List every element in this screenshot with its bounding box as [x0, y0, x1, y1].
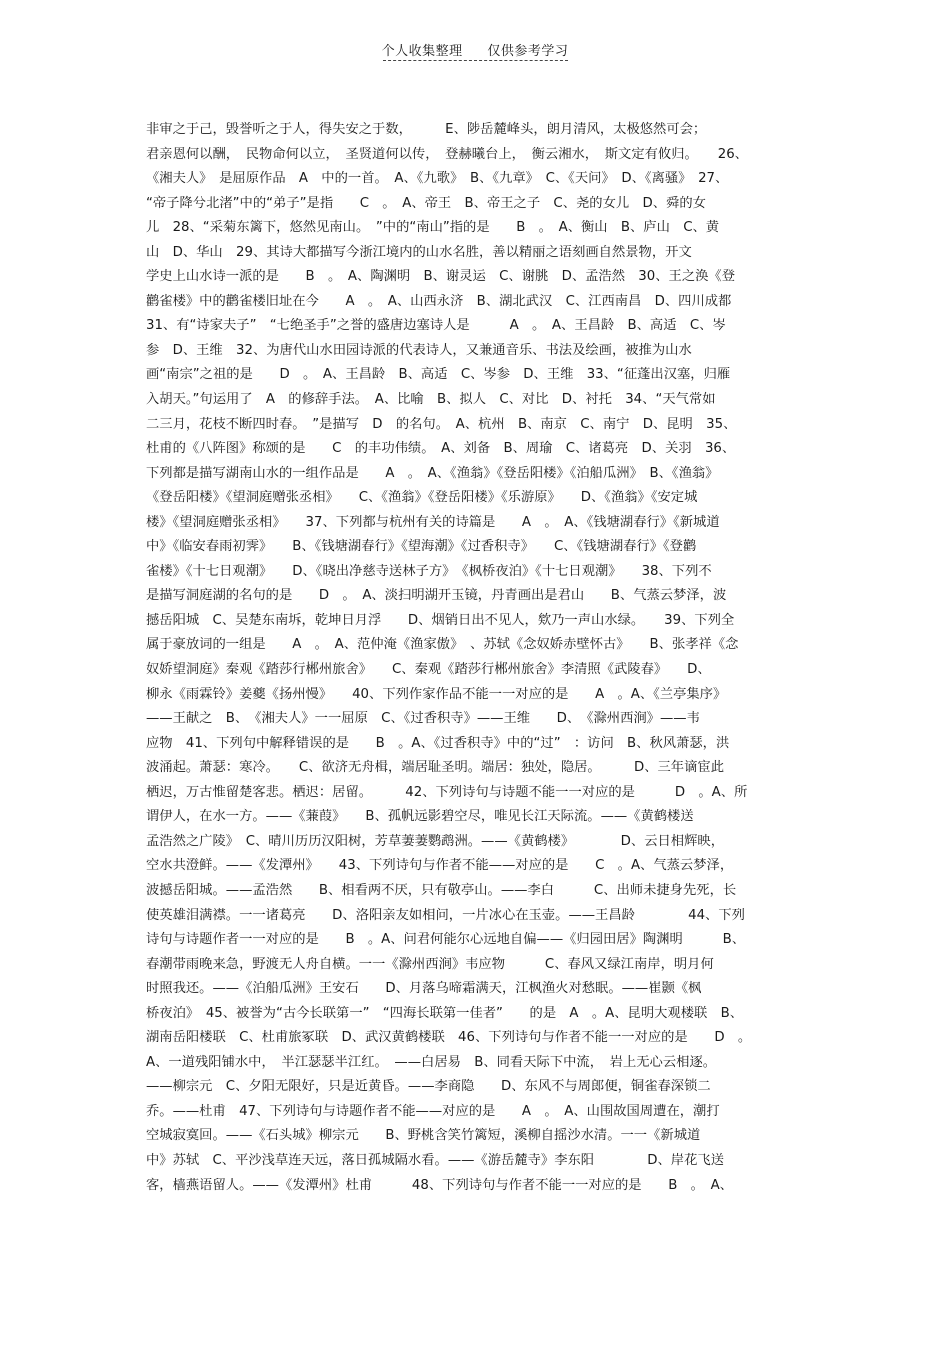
text-line: 使英雄泪满襟。一一诸葛亮 D、洛阳亲友如相问，一片冰心在玉壶。——王昌龄 44、下列 — [146, 907, 745, 923]
text-line: 栖迟，万古惟留楚客悲。栖迟：居留。 42、下列诗句与诗题不能一一对应的是 D 。A、所 — [146, 784, 748, 800]
text-line: 中》《临安春雨初霁》 B、《钱塘湖春行》《望海潮》《过香积寺》 C、《钱塘湖春行》《登鹳 — [146, 539, 697, 555]
text-line: 奴娇望洞庭》秦观《踏莎行郴州旅舍》 C、秦观《踏莎行郴州旅舍》李清照《武陵春》 D、 — [146, 662, 711, 678]
text-line: 乔。——杜甫 47、下列诗句与诗题作者不能——对应的是 A 。 A、山围故国周遭在，潮打 — [146, 1103, 720, 1119]
text-line: ——柳宗元 C、夕阳无限好，只是近黄昏。——李商隐 D、东风不与周郎便，铜雀春深锁二 — [146, 1079, 711, 1095]
text-line: 《湘夫人》 是屈原作品 A 中的一首。 A、《九歌》 B、《九章》 C、《天问》 D、《离骚》 27、 — [146, 171, 729, 187]
text-line: 波撼岳阳城。——孟浩然 B、相看两不厌，只有敬亭山。——李白 C、出师未捷身先死，长 — [146, 882, 737, 898]
text-line: 君亲恩何以酬， 民物命何以立， 圣贤道何以传， 登赫曦台上， 衡云湘水， 斯文定有攸归。 26、 — [146, 146, 748, 162]
text-line: 入胡天。”句运用了 A 的修辞手法。 A、比喻 B、拟人 C、对比 D、衬托 34、“天气常如 — [146, 392, 716, 408]
text-line: 《登岳阳楼》《望洞庭赠张丞相》 C、《渔翁》《登岳阳楼》《乐游原》 D、《渔翁》《安定城 — [146, 490, 698, 506]
text-line: “帝子降兮北渚”中的“弟子”是指 C 。 A、帝王 B、帝王之子 C、尧的女儿 D、舜的女 — [146, 195, 706, 211]
text-line: 儿 28、“采菊东篱下，悠然见南山。 ”中的“南山”指的是 B 。 A、衡山 B、庐山 C、黄 — [146, 220, 720, 236]
header-left-text: 个人收集整理 — [381, 44, 463, 59]
text-line: 桥夜泊》 45、被誉为“古今长联第一” “四海长联第一佳者” 的是 A 。A、昆明大观楼联 B、 — [146, 1005, 744, 1021]
text-line: ——王献之 B、 《湘夫人》一一屈原 C、《过香积寺》——王维 D、 《滁州西涧》——韦 — [146, 711, 700, 727]
text-line: 客，樯燕语留人。——《发潭州》杜甫 48、下列诗句与作者不能一一对应的是 B 。 A、 — [146, 1177, 733, 1193]
text-line: 孟浩然之广陵》 C、晴川历历汉阳树，芳草萋萋鹦鹉洲。——《黄鹤楼》 D、云日相辉映， — [146, 833, 724, 849]
text-line: 下列都是描写湖南山水的一组作品是 A 。 A、《渔翁》《登岳阳楼》《泊船瓜洲》 B、《渔翁》 — [146, 465, 719, 481]
text-line: 楼》《望洞庭赠张丞相》 37、下列都与杭州有关的诗篇是 A 。 A、《钱塘湖春行》《新城道 — [146, 514, 720, 530]
text-line: 杜甫的《八阵图》称颂的是 C 的丰功伟绩。 A、刘备 B、周瑜 C、诸葛亮 D、关羽 36、 — [146, 441, 736, 457]
text-line: 应物 41、下列句中解释错误的是 B 。A、《过香积寺》中的“过” ：访问 B、秋风萧瑟，洪 — [146, 735, 730, 751]
text-line: 参 D、王维 32、为唐代山水田园诗派的代表诗人，又兼通音乐、书法及绘画，被推为山水 — [146, 342, 692, 358]
text-line: 山 D、华山 29、其诗大都描写今浙江境内的山水名胜，善以精丽之语刻画自然景物，开文 — [146, 244, 692, 260]
text-line: 雀楼》《十七日观潮》 D、《晓出净慈寺送林子方》 《枫桥夜泊》《十七日观潮》 38、下列不 — [146, 563, 712, 579]
text-line: 画“南宗”之祖的是 D 。 A、王昌龄 B、高适 C、岑参 D、王维 33、“征蓬出汉塞，归雁 — [146, 367, 731, 383]
text-line: 中》苏轼 C、平沙浅草连天远，落日孤城隔水看。——《游岳麓寺》李东阳 D、岸花飞送 — [146, 1152, 724, 1168]
text-line: 春潮带雨晚来急，野渡无人舟自横。一一《滁州西涧》韦应物 C、春风又绿江南岸，明月何 — [146, 956, 714, 972]
text-line: 非审之于己，毁誉听之于人，得失安之于数， E、陟岳麓峰头，朗月清风，太极悠然可会； — [146, 122, 707, 137]
text-line: 柳永《雨霖铃》姜夔《扬州慢》 40、下列作家作品不能一一对应的是 A 。A、《兰亭集序》 — [146, 686, 727, 702]
text-line: 湖南岳阳楼联 C、杜甫旅冢联 D、武汉黄鹤楼联 46、下列诗句与作者不能一一对应的是 D 。 — [146, 1030, 752, 1046]
text-line: 二三月，花枝不断四时春。 ”是描写 D 的名句。 A、杭州 B、南京 C、南宁 D、昆明 35、 — [146, 416, 737, 432]
text-line: 空城寂寞回。——《石头城》柳宗元 B、野桃含笑竹篱短，溪柳自摇沙水清。一一《新城道 — [146, 1128, 701, 1144]
text-line: 31、有“诗家夫子” “七绝圣手”之誉的盛唐边塞诗人是 A 。 A、王昌龄 B、高适 C、岑 — [146, 318, 726, 334]
text-line: 空水共澄鲜。——《发潭州》 43、下列诗句与作者不能——对应的是 C 。A、气蒸云梦泽， — [146, 858, 734, 874]
page-header — [0, 40, 950, 59]
text-line: 谓伊人，在水一方。——《蒹葭》 B、孤帆远影碧空尽，唯见长江天际流。——《黄鹤楼送 — [146, 809, 694, 825]
text-line: 鹳雀楼》中的鹳雀楼旧址在今 A 。 A、山西永济 B、湖北武汉 C、江西南昌 D、四川成都 — [146, 293, 732, 309]
text-line: 诗句与诗题作者一一对应的是 B 。A、问君何能尔心远地自偏——《归园田居》陶渊明 B、 — [146, 932, 746, 948]
text-line: 撼岳阳城 C、吴楚东南坼，乾坤日月浮 D、烟销日出不见人，欸乃一声山水绿。 39、下列全 — [146, 612, 735, 628]
text-line: 波涌起。萧瑟：寒冷。 C、欲济无舟楫，端居耻圣明。端居：独处，隐居。 D、三年谪宦此 — [146, 760, 724, 776]
text-line: 时照我还。——《泊船瓜洲》王安石 D、月落乌啼霜满天，江枫渔火对愁眠。——崔颢《枫 — [146, 981, 702, 997]
header-right-text: 仅供参考学习 — [487, 44, 569, 59]
document-body — [146, 118, 806, 1198]
text-line: 是描写洞庭湖的名句的是 D 。 A、淡扫明湖开玉镜，丹青画出是君山 B、气蒸云梦泽，波 — [146, 588, 727, 604]
text-line: 学史上山水诗一派的是 B 。 A、陶渊明 B、谢灵运 C、谢朓 D、孟浩然 30、王之涣《登 — [146, 269, 736, 285]
text-line: A、一道残阳铺水中， 半江瑟瑟半江红。 ——白居易 B、同看天际下中流， 岩上无心云相逐。 — [146, 1054, 717, 1070]
text-line: 属于豪放词的一组是 A 。 A、范仲淹《渔家傲》 、苏轼《念奴娇赤壁怀古》 B、张孝祥《念 — [146, 637, 739, 653]
header-divider — [383, 60, 568, 61]
